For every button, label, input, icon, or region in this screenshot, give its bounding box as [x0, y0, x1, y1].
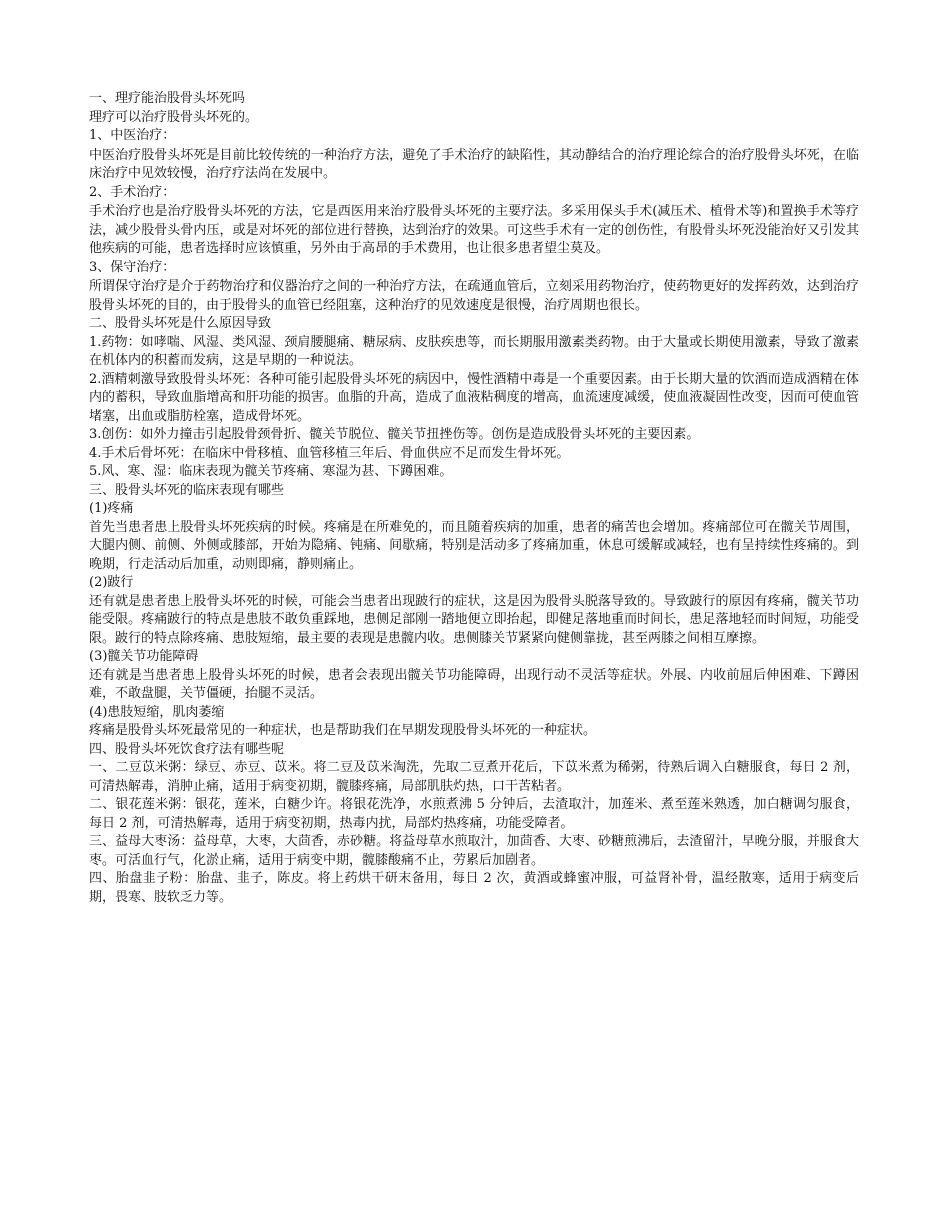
section-heading: 三、股骨头坏死的临床表现有哪些	[89, 482, 285, 498]
paragraph: 所谓保守治疗是介于药物治疗和仪器治疗之间的一种治疗方法，在疏通血管后，立刻采用药物治疗，使药物更好的发挥药效，达到治疗股骨头坏死的目的，由于股骨头的血管已经阻塞，这种治疗的见效速度是很慢，治疗周期也很长。	[89, 279, 859, 313]
subsection-heading: (3)髋关节功能障碍	[89, 649, 199, 664]
paragraph: 4.手术后骨坏死：在临床中骨移植、血管移植三年后、骨血供应不足而发生骨坏死。	[89, 445, 570, 461]
subsection-heading: (1)疼痛	[89, 501, 134, 516]
paragraph: 疼痛是股骨头坏死最常见的一种症状，也是帮助我们在早期发现股骨头坏死的一种症状。	[89, 723, 597, 738]
subsection-heading: 2、手术治疗：	[89, 184, 176, 200]
paragraph: 还有就是患者患上股骨头坏死的时候，可能会当患者出现跛行的症状，这是因为股骨头脱落导致的。导致跛行的原因有疼痛，髋关节功能受限。疼痛跛行的特点是患肢不敢负重踩地，患侧足部刚一踏地便立即抬起，即健足落地重而时间长，患足落地轻而时间短，功能受限。跛行的特点除疼痛、患肢短缩，最主要的表现是患髋内收。患侧膝关节紧紧向健侧靠拢，甚至两膝之间相互摩擦。	[89, 593, 859, 646]
subsection-heading: 1、中医治疗：	[89, 128, 176, 143]
paragraph: 1.药物：如哮喘、风湿、类风湿、颈肩腰腿痛、糖尿病、皮肤疾患等，而长期服用激素类药物。由于大量或长期使用激素，导致了激素在机体内的积蓄而发病，这是早期的一种说法。	[89, 334, 859, 368]
paragraph: 5.风、寒、湿：临床表现为髋关节疼痛、寒湿为甚、下蹲困难。	[89, 464, 453, 479]
section-heading: 二、股骨头坏死是什么原因导致	[89, 316, 272, 331]
paragraph: 2.酒精刺激导致股骨头坏死：各种可能引起股骨头坏死的病因中，慢性酒精中毒是一个重要因素。由于长期大量的饮酒而造成酒精在体内的蓄积，导致血脂增高和肝功能的损害。血脂的升高，造成了血液粘稠度的增高，血流速度减缓，使血液凝固性改变，因而可使血管堵塞，出血或脂肪栓塞，造成骨坏死。	[89, 371, 859, 424]
document-body	[89, 90, 859, 907]
paragraph: 三、益母大枣汤：益母草，大枣，大茴香，赤砂糖。将益母草水煎取汁，加茴香、大枣、砂糖煎沸后，去渣留汁，早晚分服，并服食大枣。可活血行气，化淤止痛，适用于病变中期，髋膝酸痛不止，劳累后加剧者。	[89, 834, 859, 868]
section-heading: 一、理疗能治股骨头坏死吗	[89, 91, 246, 106]
paragraph: 中医治疗股骨头坏死是目前比较传统的一种治疗方法，避免了手术治疗的缺陷性，其动静结合的治疗理论综合的治疗股骨头坏死，在临床治疗中见效较慢，治疗疗法尚在发展中。	[89, 147, 859, 181]
paragraph: 手术治疗也是治疗股骨头坏死的方法，它是西医用来治疗股骨头坏死的主要疗法。多采用保头手术(减压术、植骨术等)和置换手术等疗法，减少股骨头骨内压，或是对坏死的部位进行替换，达到治疗的效果。可这些手术有一定的创伤性，有股骨头坏死没能治好又引发其他疾病的可能，患者选择时应该慎重，另外由于高昂的手术费用，也让很多患者望尘莫及。	[89, 204, 859, 256]
section-heading: 四、股骨头坏死饮食疗法有哪些呢	[89, 741, 285, 757]
subsection-heading: (2)跛行	[89, 575, 134, 590]
paragraph: 还有就是当患者患上股骨头坏死的时候，患者会表现出髋关节功能障碍，出现行动不灵活等症状。外展、内收前屈后伸困难、下蹲困难，不敢盘腿，关节僵硬，抬腿不灵活。	[89, 667, 859, 701]
paragraph: 一、二豆苡米粥：绿豆、赤豆、苡米。将二豆及苡米淘洗，先取二豆煮开花后，下苡米煮为稀粥，待熟后调入白糖服食，每日 2 剂，可清热解毒，消肿止痛，适用于病变初期，髋膝疼痛，局部肌肤灼热，口干苦粘者。	[89, 760, 859, 794]
subsection-heading: 3、保守治疗：	[89, 259, 176, 275]
subsection-heading: (4)患肢短缩，肌肉萎缩	[89, 704, 225, 720]
paragraph: 首先当患者患上股骨头坏死疾病的时候。疼痛是在所难免的，而且随着疾病的加重，患者的痛苦也会增加。疼痛部位可在髋关节周围，大腿内侧、前侧、外侧或膝部，开始为隐痛、钝痛、间歇痛，特别是活动多了疼痛加重，休息可缓解或减轻，也有呈持续性疼痛的。到晚期，行走活动后加重，动则即痛，静则痛止。	[89, 519, 859, 572]
paragraph: 二、银花莲米粥：银花，莲米，白糖少许。将银花洗净，水煎煮沸 5 分钟后，去渣取汁，加莲米、煮至莲米熟透，加白糖调匀服食，每日 2 剂，可清热解毒，适用于病变初期，热毒内扰，局部灼热疼痛，功能受障者。	[89, 797, 859, 831]
paragraph: 3.创伤：如外力撞击引起股骨颈骨折、髋关节脱位、髋关节扭挫伤等。创伤是造成股骨头坏死的主要因素。	[89, 427, 700, 442]
paragraph: 理疗可以治疗股骨头坏死的。	[89, 109, 259, 125]
paragraph: 四、胎盘韭子粉：胎盘、韭子，陈皮。将上药烘干研末备用，每日 2 次，黄酒或蜂蜜冲服，可益肾补骨，温经散寒，适用于病变后期，畏寒、肢软乏力等。	[89, 871, 859, 905]
